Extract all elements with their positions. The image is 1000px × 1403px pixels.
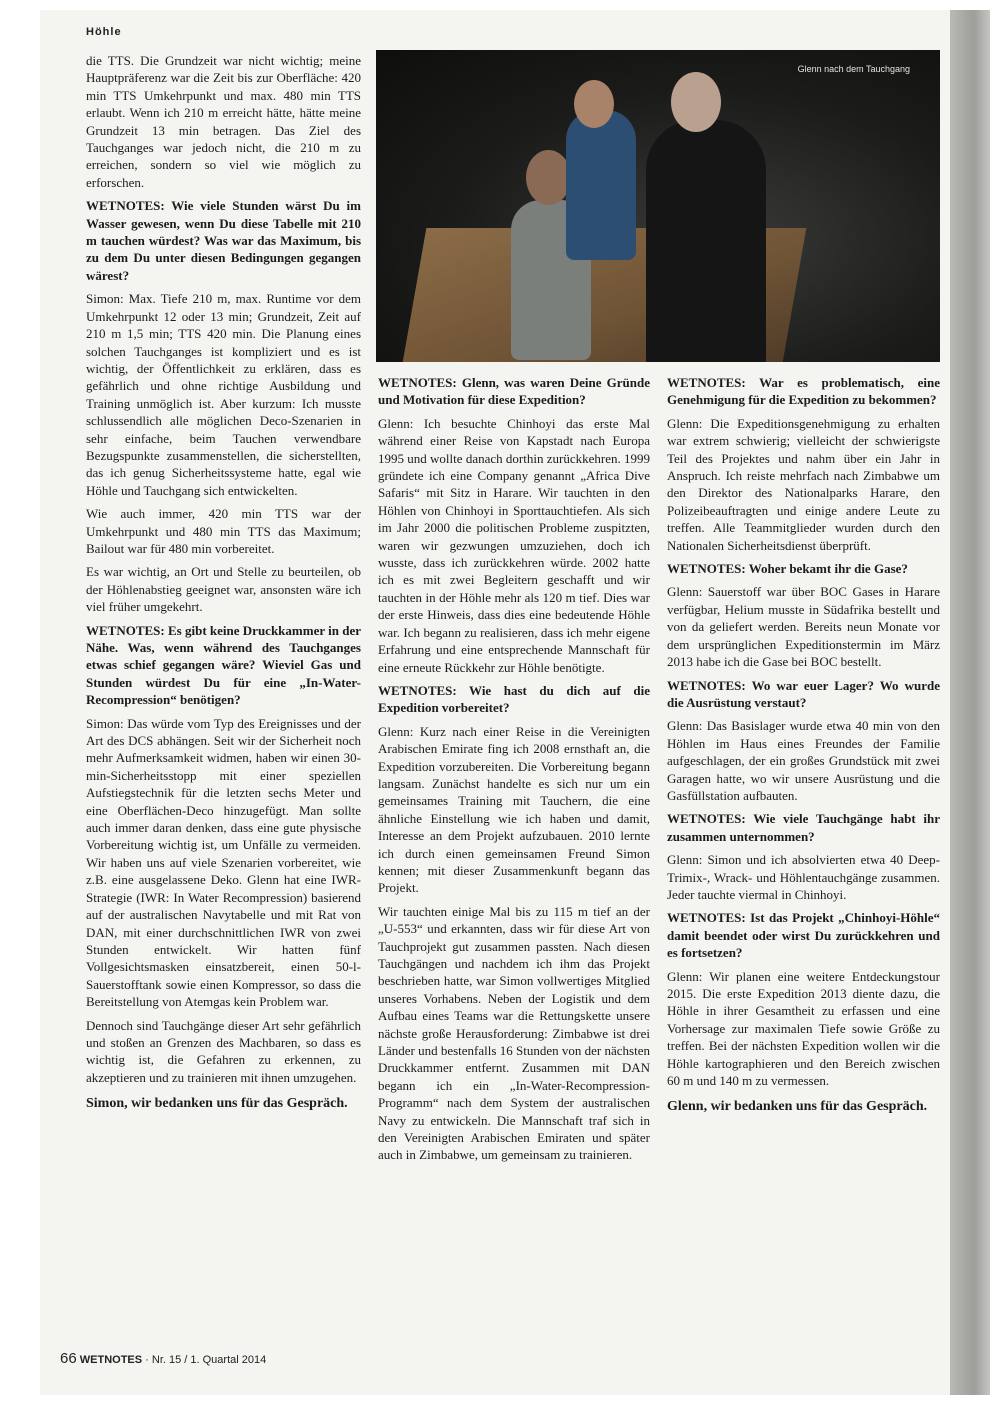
page-edge-shadow xyxy=(950,10,990,1395)
interview-answer: Glenn: Die Expeditionsgenehmigung zu erhalten war extrem schwierig; vielleicht der schwierigste Teil des Projektes und nahm über ein Jahr in Anspruch. Ich reiste mehrfach nach Zimbabwe um den Direktor des Nationalparks Harare, den Polizeibeauftragten und einige andere Leute zu treffen. Alle Teammitglieder wurden durch den Nationalen Sicherheitsdienst überprüft. xyxy=(667,415,940,553)
interview-answer: Glenn: Das Basislager wurde etwa 40 min von den Höhlen im Haus eines Freundes der Familie aufgeschlagen, der ein großes Grundstück mit zwei Garagen hatte, wo wir unsere Ausrüstung und die Gasfüllstation aufbauten. xyxy=(667,718,940,803)
closing-thanks: Glenn, wir bedanken uns für das Gespräch. xyxy=(667,1099,928,1115)
photo-caption: Glenn nach dem Tauchgang xyxy=(797,64,910,74)
helper-figure xyxy=(566,110,636,260)
interview-answer: Glenn: Wir planen eine weitere Entdeckungstour 2015. Die erste Expedition 2013 diente dazu, die Höhle in ihrer Gesamtheit zu erfassen und eine Vorhersage zur maximalen Tiefe sowie Größe zu treffen. Bei der nächsten Expedition wollen wir die Höhle kartographieren und den Bereich zwischen 60 m und 140 m zu vermessen. xyxy=(667,968,940,1089)
diver-figure xyxy=(646,120,766,362)
helper-head xyxy=(574,80,614,128)
interview-question: WETNOTES: Wie viele Tauchgänge habt ihr zusammen unternommen? xyxy=(667,811,940,844)
diver-head xyxy=(671,72,721,132)
interview-answer: Glenn: Ich besuchte Chinhoyi das erste Mal während einer Reise von Kapstadt nach Europa 1995 und wollte danach dorthin zurückkehren. 1999 gründete ich eine Company genannt „Africa Dive Safaris“ mit Sitz in Harare. Wir tauchten in den Höhlen von Chinhoyi in Sporttauchtiefen. Als sich im Jahr 2000 die politischen Probleme zuspitzten, waren wir gezwungen umzuziehen, doch ich wusste, dass ich zurückkehren würde. 2002 hatte ich es mit zwei Begleitern geschafft und wir tauchten in der Höhle mehr als 120 m tief. Dies war der erste Hinweis, dass dies eine bedeutende Höhle war. Ich begann zu realisieren, dass ich mehr eigene Erfahrung und eine entsprechende Mannschaft für eine erneute Rückkehr zur Höhle benötigte. xyxy=(378,415,650,675)
interview-question: WETNOTES: Wie hast du dich auf die Expedition vorbereitet? xyxy=(378,682,650,716)
page-footer xyxy=(60,1350,266,1367)
interview-question: WETNOTES: Ist das Projekt „Chinhoyi-Höhle“ damit beendet oder wirst Du zurückkehren und es fortsetzen? xyxy=(667,910,940,961)
interview-answer: Wie auch immer, 420 min TTS war der Umkehrpunkt und 480 min TTS das Maximum; Bailout war für 480 min vorbereitet. xyxy=(86,506,361,556)
column-3 xyxy=(667,370,940,1122)
interview-answer: Dennoch sind Tauchgänge dieser Art sehr gefährlich und stoßen an Grenzen des Machbaren, so dass es wichtig ist, die Gefahren zu erkennen, zu akzeptieren und zu trainieren mit ihnen umzugehen. xyxy=(86,1017,361,1085)
interview-answer: Simon: Max. Tiefe 210 m, max. Runtime vor dem Umkehrpunkt 12 oder 13 min; Grundzeit, Zeit auf 210 m 1,5 min; TTS 420 min. Die Planung eines solchen Tauchganges ist kompliziert und es ist wichtig, der Öffentlichkeit zu erklären, dass es gefährlich und ohne richtige Ausbildung und Training unmöglich ist. Aber kurzum: Ich musste schlussendlich alle möglichen Deco-Szenarien in sehr einfache, beim Tauchen verwendbare Bezugspunkte zusammenstellen, die sicherstellten, das ich genug Sicherheitssysteme hatte, egal wie Höhle und Tauchgang sich entwickelten. xyxy=(86,291,361,498)
interview-question: WETNOTES: Wo war euer Lager? Wo wurde die Ausrüstung verstaut? xyxy=(667,677,940,710)
interview-question: WETNOTES: Glenn, was waren Deine Gründe und Motivation für diese Expedition? xyxy=(378,375,650,408)
magazine-name: WETNOTES xyxy=(79,1354,143,1366)
issue-info: · Nr. 15 / 1. Quartal 2014 xyxy=(145,1354,267,1366)
interview-answer: Simon: Das würde vom Typ des Ereignisses und der Art des DCS abhängen. Seit wir der Sicherheit noch mehr Aufmerksamkeit widmen, haben wir einen 30-min-Sicherheitsstopp mit einer speziellen Aufstiegstechnik für die letzten sechs Meter und eine Oberflächen-Deco hinzugefügt. Man sollte auch immer daran denken, dass eine gute physische Vorbereitung wichtig ist, um Unfälle zu vermeiden. Wir haben uns auf viele Szenarien vorbereitet, wie z.B. eine ausgelassene Deko. Glenn hat eine IWR-Strategie (IWR: In Water Recompression) basierend auf der australischen Navytabelle und mit Rat von DAN, mit einer durchschnittlichen IWR von zwei Stunden entwickelt. Wir hatten fünf Vollgesichtsmasken einsatzbereit, einen 50-l-Sauerstofftank sowie einen Kompressor, so dass die Bereitstellung von Atemgas kein Problem war. xyxy=(86,715,361,1010)
section-label: Höhle xyxy=(86,26,122,38)
interview-answer: Glenn: Sauerstoff war über BOC Gases in Harare verfügbar, Helium musste in Südafrika bestellt und von da geliefert werden. Bereits neun Monate vor dem ursprünglichen Expeditionstermin im März 2013 habe ich die Gase bei BOC bestellt. xyxy=(667,584,940,670)
interview-answer: Es war wichtig, an Ort und Stelle zu beurteilen, ob der Höhlenabstieg geeignet war, ansonsten wäre ich viel früher umgekehrt. xyxy=(86,564,361,615)
interview-question: WETNOTES: War es problematisch, eine Genehmigung für die Expedition zu bekommen? xyxy=(667,375,940,408)
paragraph: die TTS. Die Grundzeit war nicht wichtig; meine Hauptpräferenz war die Zeit bis zur Oberfläche: 420 min TTS Umkehrpunkt und max. 480 min TTS erlaubt. Wenn ich 210 m erreicht hätte, hätte meine Grundzeit 13 min betragen. Das Ziel des Tauchganges war jedoch nicht, die 210 m zu erreichen, sondern so viel wie möglich zu erforschen. xyxy=(86,53,361,190)
diver-photo xyxy=(376,50,940,362)
interview-question: WETNOTES: Woher bekamt ihr die Gase? xyxy=(667,561,908,577)
column-2 xyxy=(378,370,650,1170)
closing-thanks: Simon, wir bedanken uns für das Gespräch. xyxy=(86,1096,348,1112)
interview-question: WETNOTES: Es gibt keine Druckkammer in der Nähe. Was, wenn während des Tauchganges etwas schief gegangen wäre? Wieviel Gas und Stunden würdest Du für eine „In-Water-Recompression“ benötigen? xyxy=(86,622,361,708)
interview-question: WETNOTES: Wie viele Stunden wärst Du im Wasser gewesen, wenn Du diese Tabelle mit 210 m tauchen würdest? Was war das Maximum, bis zu dem Du unter diesen Bedingungen gegangen wärest? xyxy=(86,198,361,283)
interview-answer: Glenn: Kurz nach einer Reise in die Vereinigten Arabischen Emirate fing ich 2008 ernsthaft an, die Expedition vorzubereiten. Die Vorbereitung begann langsam. Zunächst handelte es sich nur um ein gemeinsames Training mit Tauchern, die eine ähnliche Einstellung wie ich haben und damit, Interesse an dem Projekt aufzubauen. 2010 lernte ich durch einen gemeinsamen Freund Simon kennen; mit dieser Zusammenkunft begann das Projekt. xyxy=(378,723,650,896)
interview-answer: Glenn: Simon und ich absolvierten etwa 40 Deep-Trimix-, Wrack- und Höhlentauchgänge zusammen. Jeder tauchte viermal in Chinhoyi. xyxy=(667,852,940,902)
page-number: 66 xyxy=(60,1350,77,1367)
column-1 xyxy=(86,52,361,1119)
helper-head xyxy=(526,150,571,205)
interview-answer: Wir tauchten einige Mal bis zu 115 m tief an der „U-553“ und erkannten, dass wir für diese Art von Tauchprojekt gut zusammen passten. Nach diesen Tauchgängen und nachdem ich ihm das Projekt beschrieben hatte, war Simon vollwertiges Mitglied unseres Vorhabens. Neben der Logistik und dem Aufbau eines Teams war die Rettungskette unsere nächste große Herausforderung: Zimbabwe ist drei Länder und bestenfalls 16 Stunden von der nächsten Druckkammer entfernt. Zusammen mit DAN begann ich ein „In-Water-Recompression-Programm“ nach dem System der australischen Navy zu entwickeln. Die Mannschaft traf sich in den Vereinigten Arabischen Emiraten und später auch in Zimbabwe, um gemeinsam zu trainieren. xyxy=(378,903,650,1163)
